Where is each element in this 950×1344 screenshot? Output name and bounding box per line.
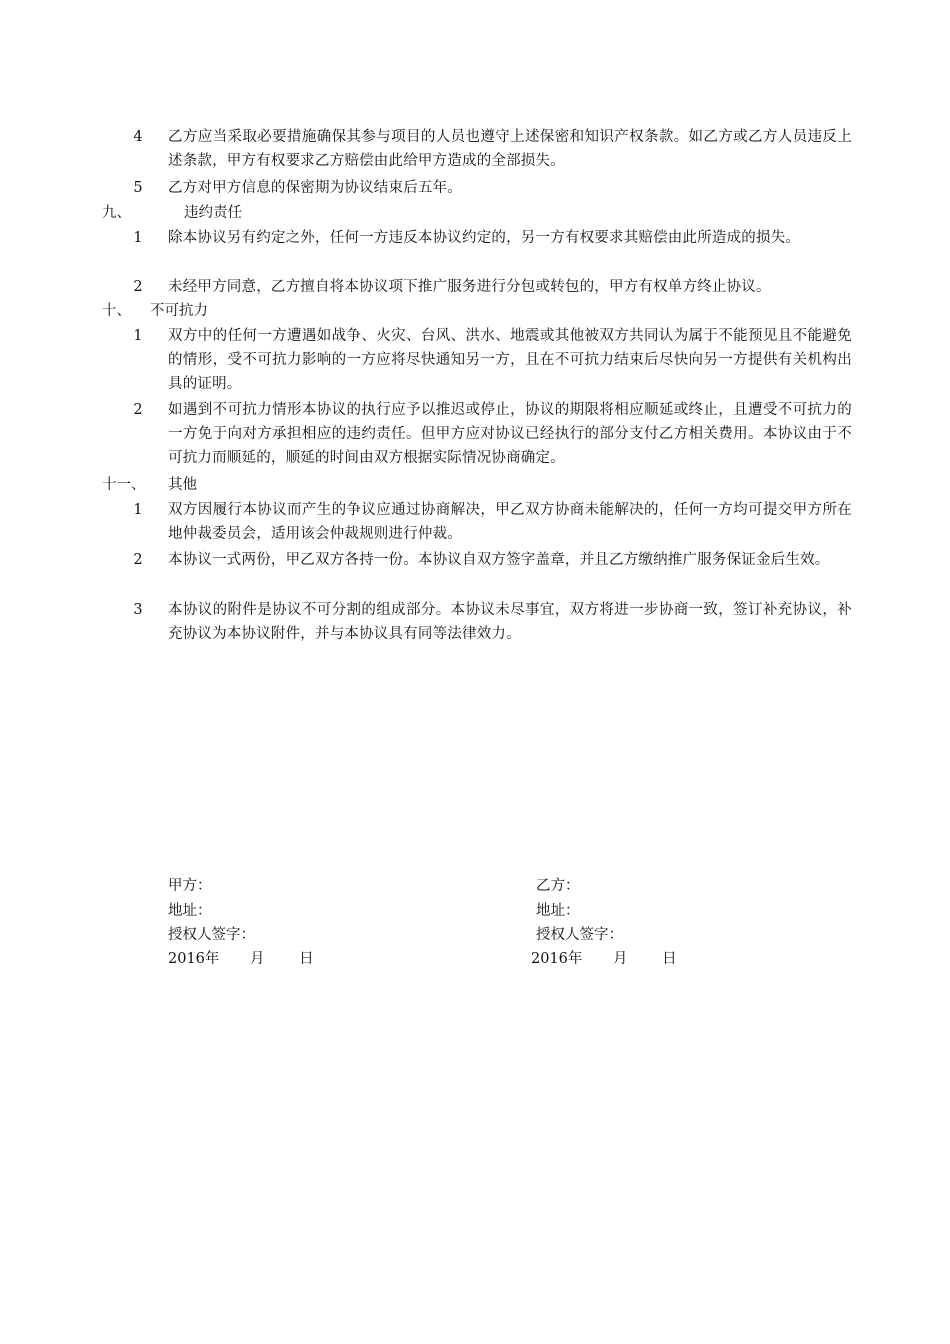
- date-day: 日: [299, 951, 314, 967]
- section-title: 不可抗力: [150, 303, 208, 319]
- section-title: 违约责任: [184, 205, 242, 221]
- date-day: 日: [662, 951, 677, 967]
- item-text: 双方因履行本协议而产生的争议应通过协商解决，甲乙双方协商未能解决的，任何一方均可提交甲方所在地仲裁委员会，适用该会仲裁规则进行仲裁。: [168, 502, 852, 542]
- item-number: 1: [133, 502, 143, 518]
- section-number: 十一、: [102, 477, 146, 493]
- item-text: 如遇到不可抗力情形本协议的执行应予以推迟或停止，协议的期限将相应顺延或终止，且遭受不可抗力的一方免于向对方承担相应的违约责任。但甲方应对协议已经执行的部分支付乙方相关费用。本协议由于不可抗力而顺延的，顺延的时间由双方根据实际情况协商确定。: [168, 402, 852, 466]
- party-a-label: 甲方：: [168, 878, 212, 894]
- party-b-signer-label: 授权人签字：: [536, 927, 623, 943]
- item-text: 乙方应当采取必要措施确保其参与项目的人员也遵守上述保密和知识产权条款。如乙方或乙方人员违反上述条款，甲方有权要求乙方赔偿由此给甲方造成的全部损失。: [168, 129, 852, 169]
- party-a-address-label: 地址：: [168, 903, 212, 919]
- party-a-date: [168, 947, 314, 971]
- section-number: 九、: [102, 205, 131, 221]
- item-text: 未经甲方同意，乙方擅自将本协议项下推广服务进行分包或转包的，甲方有权单方终止协议。: [168, 279, 771, 295]
- item-number: 2: [133, 552, 143, 568]
- party-a-signer-label: 授权人签字：: [168, 927, 255, 943]
- item-text: 除本协议另有约定之外，任何一方违反本协议约定的，另一方有权要求其赔偿由此所造成的损失。: [168, 230, 801, 246]
- date-year: 2016年: [168, 951, 220, 967]
- item-number: 5: [133, 180, 143, 196]
- date-year: 2016年: [531, 951, 583, 967]
- item-number: 4: [133, 129, 143, 145]
- date-month: 月: [250, 951, 265, 967]
- section-title: 其他: [168, 477, 197, 493]
- party-b-label: 乙方：: [536, 878, 580, 894]
- item-number: 3: [133, 602, 143, 618]
- item-number: 2: [133, 279, 143, 295]
- date-month: 月: [613, 951, 628, 967]
- item-number: 2: [133, 402, 143, 418]
- item-number: 1: [133, 328, 143, 344]
- party-b-address-label: 地址：: [536, 903, 580, 919]
- item-text: 双方中的任何一方遭遇如战争、火灾、台风、洪水、地震或其他被双方共同认为属于不能预见且不能避免的情形，受不可抗力影响的一方应将尽快通知另一方，且在不可抗力结束后尽快向另一方提供有关机构出具的证明。: [168, 328, 852, 392]
- item-text: 本协议一式两份，甲乙双方各持一份。本协议自双方签字盖章，并且乙方缴纳推广服务保证金后生效。: [168, 552, 830, 568]
- party-b-date: [531, 947, 677, 971]
- section-number: 十、: [102, 303, 131, 319]
- item-number: 1: [133, 230, 143, 246]
- item-text: 本协议的附件是协议不可分割的组成部分。本协议未尽事宜，双方将进一步协商一致，签订补充协议，补充协议为本协议附件，并与本协议具有同等法律效力。: [168, 602, 852, 642]
- item-text: 乙方对甲方信息的保密期为协议结束后五年。: [168, 180, 462, 196]
